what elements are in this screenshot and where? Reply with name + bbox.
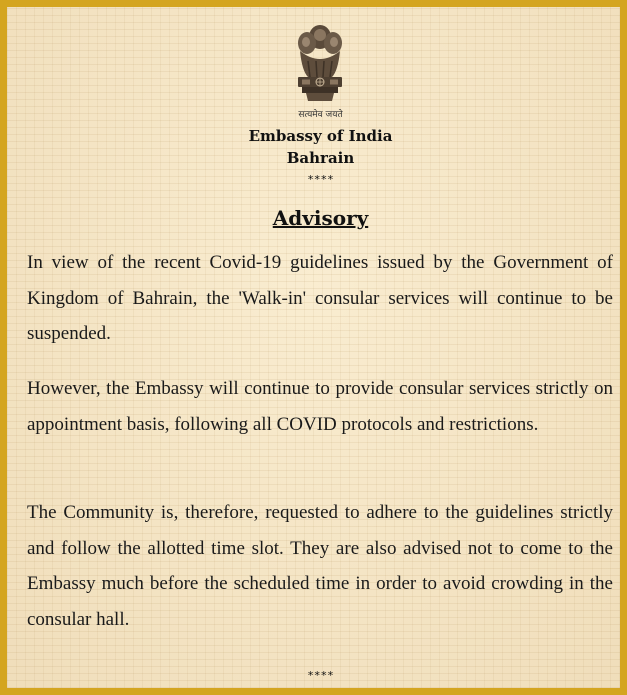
separator-top: **** (307, 173, 334, 186)
organization-location: Bahrain (286, 149, 355, 167)
separator-bottom: **** (307, 669, 334, 682)
advisory-paragraph-3: The Community is, therefore, requested to adhere to the guidelines strictly and follow the allotted time slot. They are also advised not to come to the Embassy much before the scheduled time in order to avoid crowding in the consular hall. (27, 502, 613, 630)
advisory-paragraph-1: In view of the recent Covid-19 guidelines issued by the Government of Kingdom of Bahrain, the 'Walk-in' consular services will continue to be suspended. (27, 252, 613, 344)
national-motto: सत्यमेव जयते (298, 110, 343, 120)
organization-name: Embassy of India (248, 127, 393, 145)
advisory-paragraph-2: However, the Embassy will continue to provide consular services strictly on appointment basis, following all COVID protocols and restrictions. (27, 378, 613, 435)
advisory-title: Advisory (272, 206, 369, 230)
ashoka-lion-capital-emblem-icon (288, 21, 352, 113)
